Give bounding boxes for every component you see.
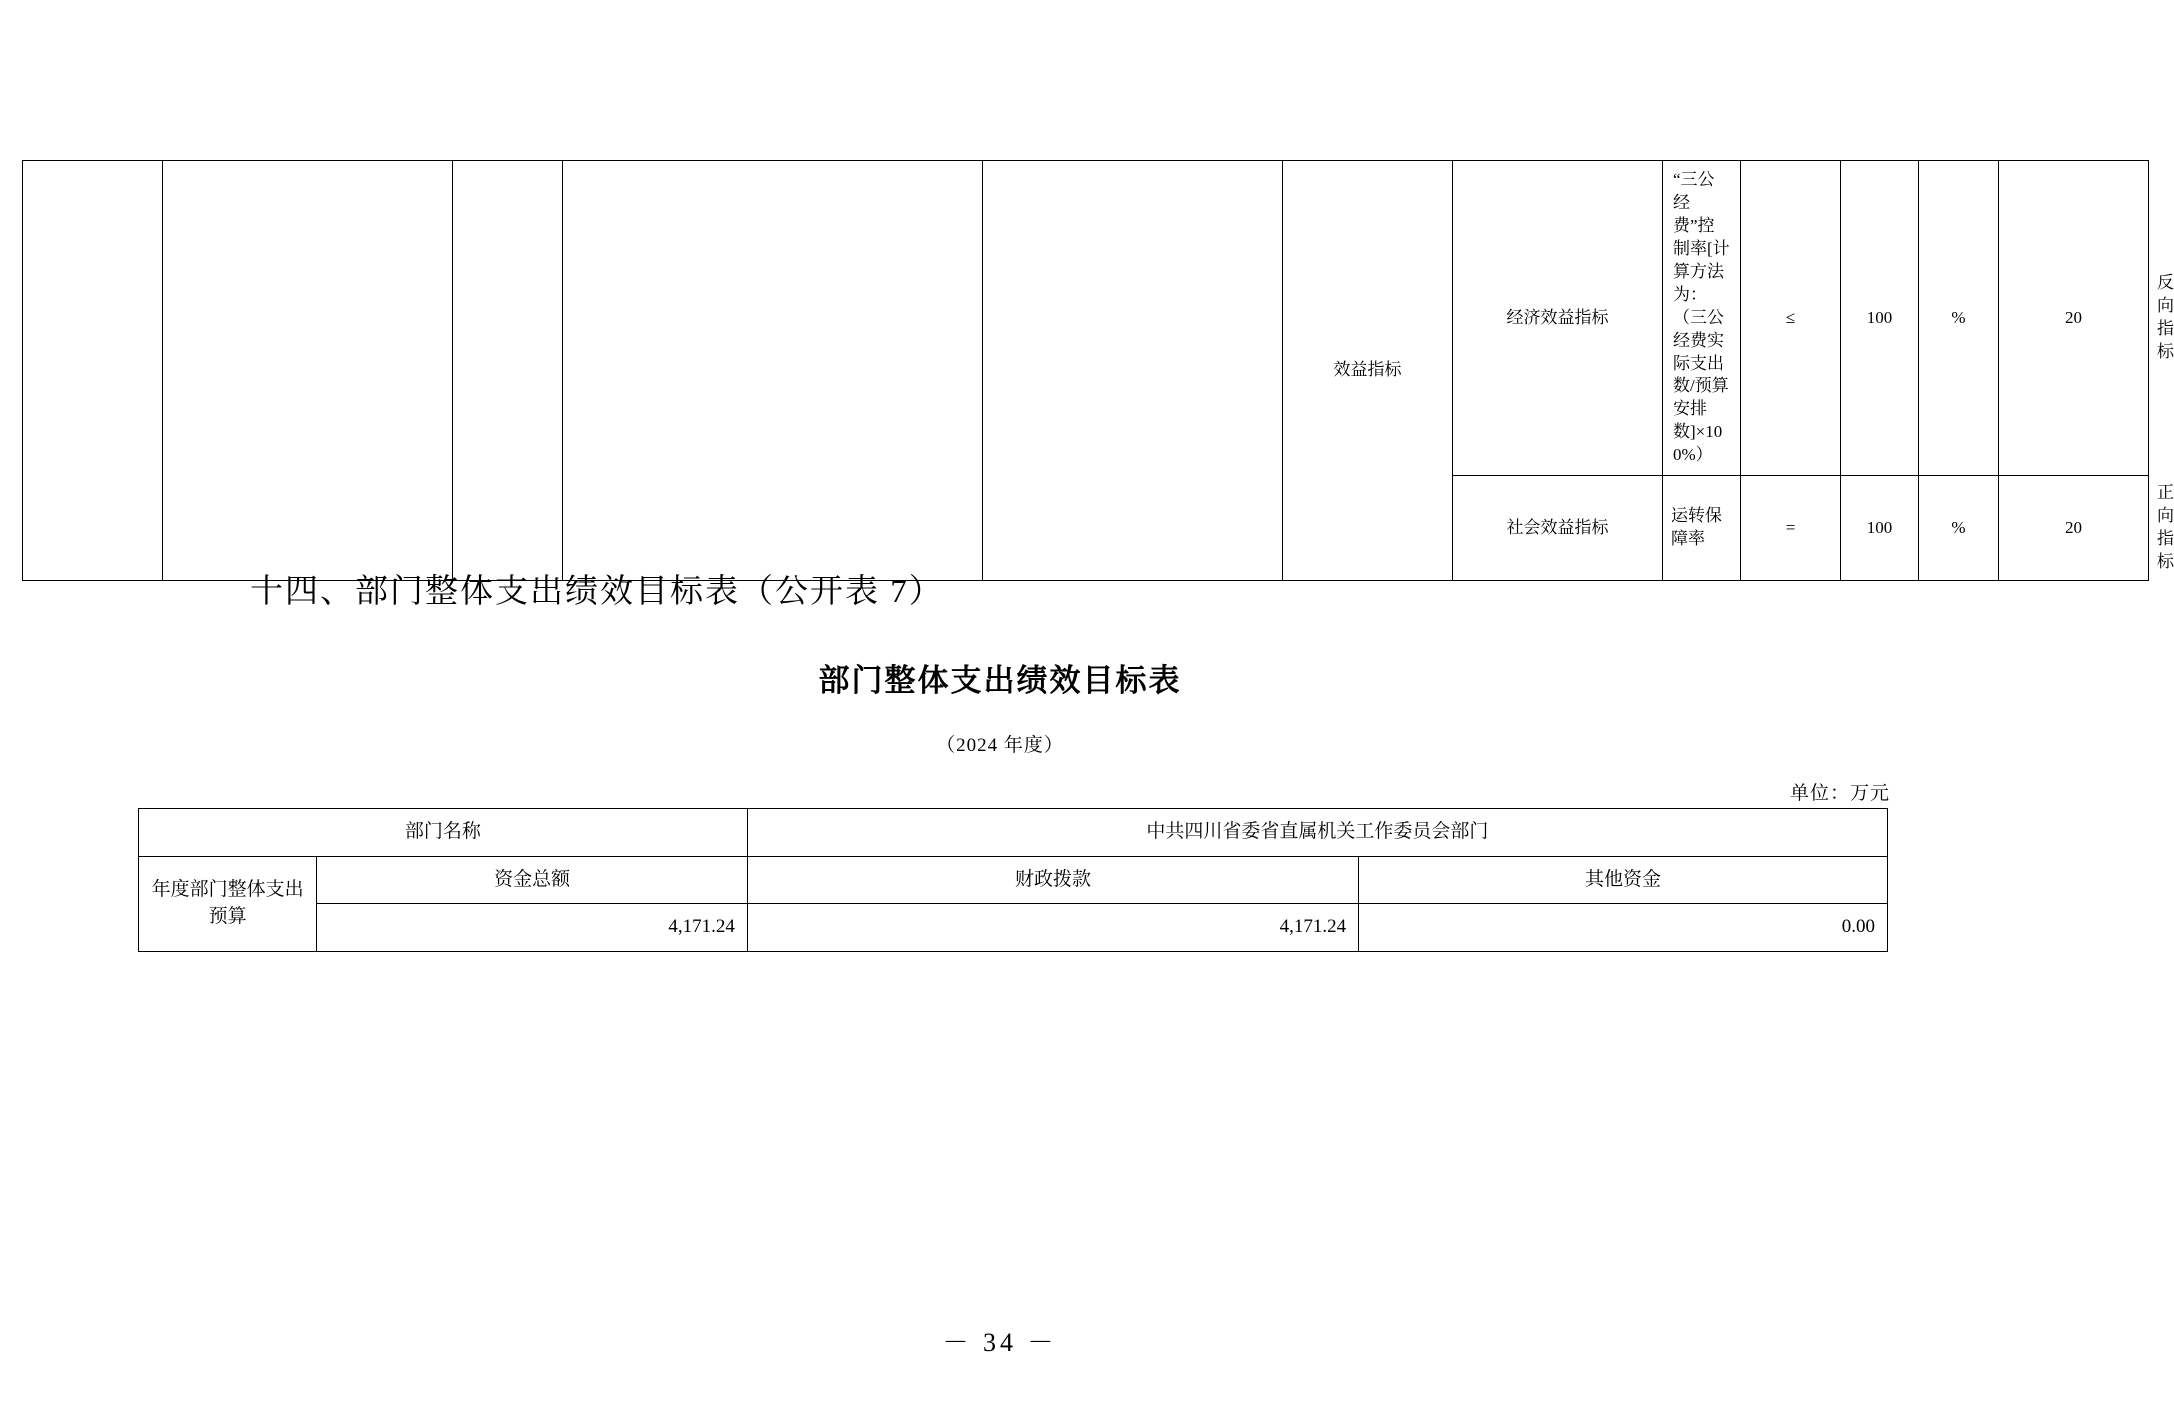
indicator-category: 社会效益指标 [1453,476,1663,581]
value-other: 0.00 [1359,904,1888,952]
department-name-value: 中共四川省委省直属机关工作委员会部门 [747,809,1887,857]
indicator-unit: % [1919,476,1999,581]
indicator-value: 100 [1841,161,1919,476]
column-header-total: 资金总额 [317,856,747,904]
department-name-label: 部门名称 [139,809,748,857]
empty-cell-5 [983,161,1283,581]
table-year: （2024 年度） [936,735,1064,756]
empty-cell-2 [163,161,453,581]
annual-budget-label: 年度部门整体支出预算 [139,856,317,951]
indicator-value: 100 [1841,476,1919,581]
indicator-category: 经济效益指标 [1453,161,1663,476]
budget-grid [138,808,1888,952]
table-title: 部门整体支出绩效目标表 [818,663,1182,698]
table-row: 效益指标 经济效益指标 “三公经费”控制率[计算方法为：（三公经费实际支出数/预算安排数]×100%） ≤ 100 % 20 反向指标 [23,161,2149,476]
benefit-indicator-label: 效益指标 [1283,161,1453,581]
indicator-unit: % [1919,161,1999,476]
column-header-other: 其他资金 [1359,856,1888,904]
table-row [139,809,1888,857]
indicator-name: “三公经费”控制率[计算方法为：（三公经费实际支出数/预算安排数]×100%） [1663,161,1741,476]
section-heading: 十四、部门整体支出绩效目标表（公开表 7） [250,574,944,610]
value-total: 4,171.24 [317,904,747,952]
indicator-symbol: ≤ [1741,161,1841,476]
column-header-fiscal: 财政拨款 [747,856,1358,904]
performance-indicator-table [22,160,2174,581]
indicator-weight: 20 [1999,476,2149,581]
indicator-weight: 20 [1999,161,2149,476]
table-unit-note: 单位：万元 [1789,783,1890,804]
department-budget-table [138,808,1888,952]
empty-cell-3 [453,161,563,581]
empty-cell-1 [23,161,163,581]
indicator-grid [22,160,2174,581]
value-fiscal: 4,171.24 [747,904,1358,952]
indicator-name: 运转保障率 [1663,476,1741,581]
table-row [139,856,1888,904]
indicator-symbol: = [1741,476,1841,581]
table-row [139,904,1888,952]
page-number: － 34 － [942,1328,1058,1357]
empty-cell-4 [563,161,983,581]
table-row: 社会效益指标 运转保障率 = 100 % 20 正向指标 [23,476,2149,581]
